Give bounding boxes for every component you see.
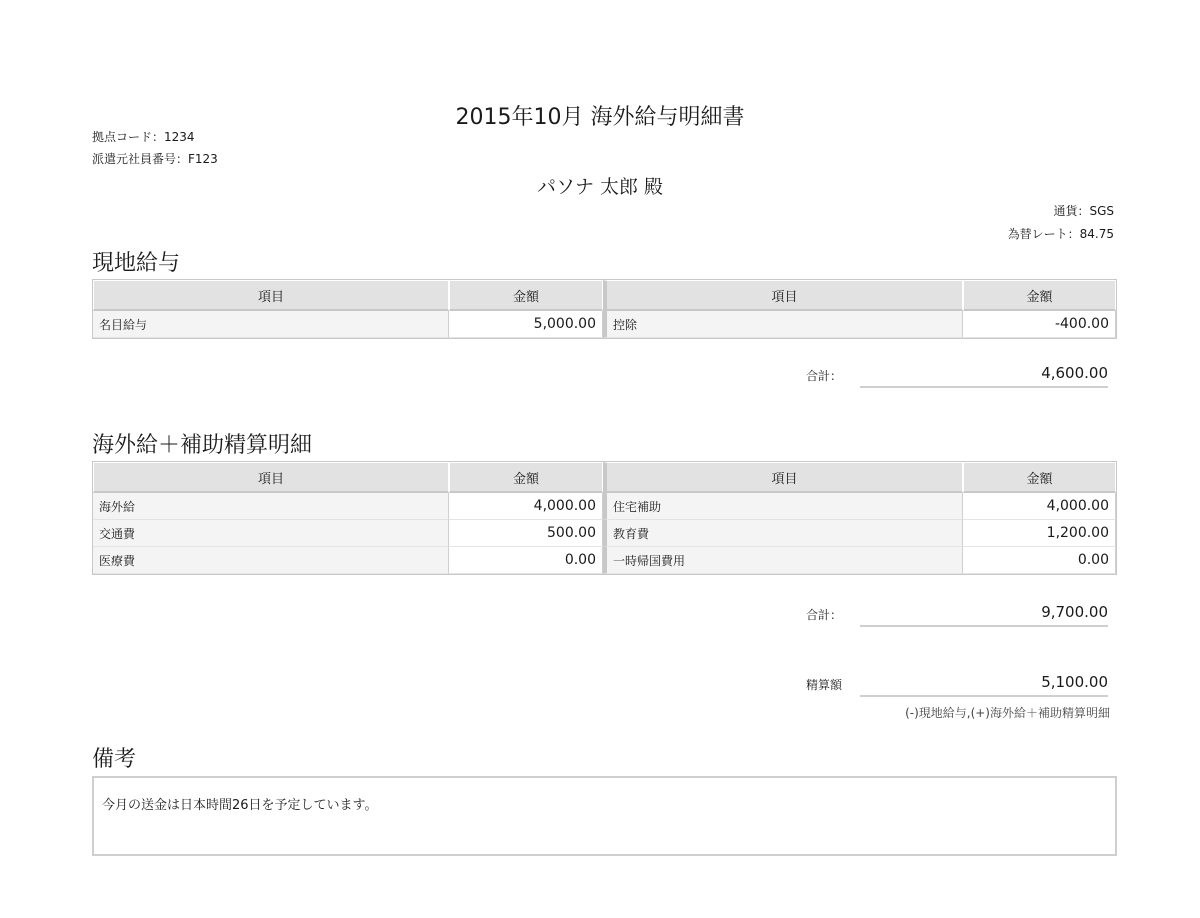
branch-code: 拠点コード：1234 <box>92 130 195 144</box>
column-header-item: 項目 <box>603 280 963 311</box>
local-salary-heading: 現地給与 <box>92 251 181 276</box>
table-row <box>93 311 1116 338</box>
table-header-row <box>93 280 1116 311</box>
column-header-item: 項目 <box>93 462 449 493</box>
settlement-note: (-)現地給与,(+)海外給＋補助精算明細 <box>905 706 1110 720</box>
document-title: 2015年10月 海外給与明細書 <box>455 105 745 130</box>
overseas-total-label: 合計： <box>806 608 843 622</box>
overseas-total-value: 9,700.00 <box>860 603 1108 627</box>
local-total-label: 合計： <box>806 369 843 383</box>
amount-value: 4,000.00 <box>449 493 603 520</box>
amount-value: 500.00 <box>449 520 603 547</box>
amount-value: 1,200.00 <box>963 520 1116 547</box>
amount-value: -400.00 <box>963 311 1116 338</box>
column-header-amount: 金額 <box>449 280 603 311</box>
item-label: 一時帰国費用 <box>603 547 963 574</box>
item-label: 交通費 <box>93 520 449 547</box>
exchange-rate: 為替レート：84.75 <box>1007 227 1114 241</box>
amount-value: 5,000.00 <box>449 311 603 338</box>
item-label: 教育費 <box>603 520 963 547</box>
settlement-label: 精算額 <box>806 678 843 692</box>
item-label: 医療費 <box>93 547 449 574</box>
column-header-item: 項目 <box>93 280 449 311</box>
amount-value: 0.00 <box>449 547 603 574</box>
local-salary-table <box>92 279 1117 339</box>
table-row <box>93 493 1116 520</box>
amount-value: 4,000.00 <box>963 493 1116 520</box>
table-header-row <box>93 462 1116 493</box>
settlement-value: 5,100.00 <box>860 673 1108 697</box>
column-header-amount: 金額 <box>963 462 1116 493</box>
remarks-text: 今月の送金は日本時間26日を予定しています。 <box>102 798 378 813</box>
local-total-value: 4,600.00 <box>860 364 1108 388</box>
employee-number: 派遣元社員番号：F123 <box>92 152 218 166</box>
amount-value: 0.00 <box>963 547 1116 574</box>
column-header-amount: 金額 <box>449 462 603 493</box>
column-header-amount: 金額 <box>963 280 1116 311</box>
column-header-item: 項目 <box>603 462 963 493</box>
currency: 通貨：SGS <box>1053 204 1114 218</box>
table-row <box>93 520 1116 547</box>
addressee: パソナ 太郎 殿 <box>536 176 664 198</box>
item-label: 控除 <box>603 311 963 338</box>
table-row <box>93 547 1116 574</box>
item-label: 住宅補助 <box>603 493 963 520</box>
remarks-heading: 備考 <box>92 747 137 772</box>
item-label: 海外給 <box>93 493 449 520</box>
overseas-salary-table <box>92 461 1117 575</box>
overseas-salary-heading: 海外給＋補助精算明細 <box>92 433 313 458</box>
item-label: 名目給与 <box>93 311 449 338</box>
remarks-box <box>92 776 1117 856</box>
